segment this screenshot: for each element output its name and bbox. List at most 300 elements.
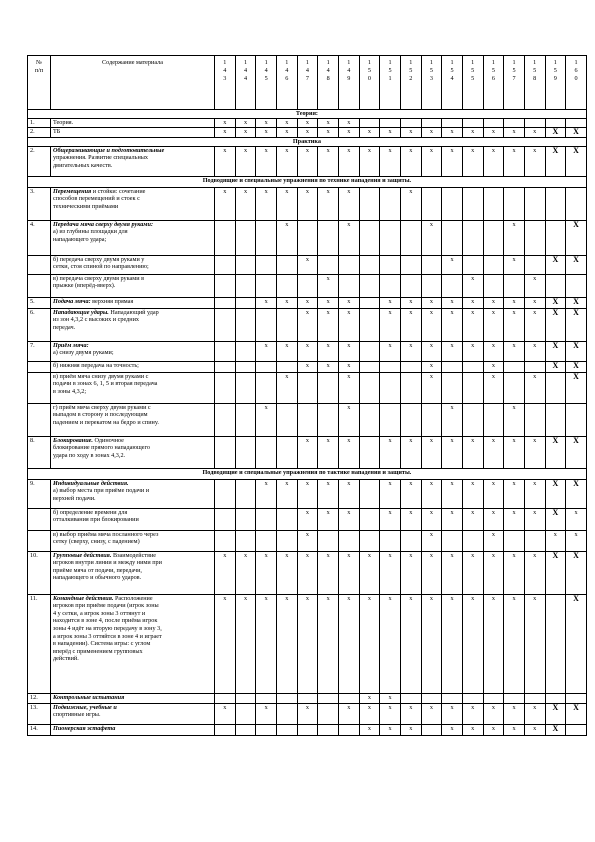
week-mark: [545, 308, 566, 341]
mark-x: X: [552, 340, 559, 350]
week-mark: [524, 594, 545, 693]
mark-x: x: [512, 403, 516, 411]
mark-x: X: [552, 435, 559, 445]
week-mark: [276, 146, 297, 176]
header-week-digit: 4: [223, 67, 227, 75]
week-mark: [545, 594, 566, 693]
week-mark: [297, 724, 318, 735]
mark-x: x: [533, 146, 537, 154]
mark-x: x: [326, 341, 330, 349]
week-mark: [318, 361, 339, 372]
header-week: [215, 56, 236, 110]
week-mark: [566, 724, 587, 735]
mark-x: x: [450, 297, 454, 305]
table-row: [28, 341, 587, 361]
mark-x: x: [512, 436, 516, 444]
week-mark: [421, 308, 442, 341]
mark-x: x: [429, 508, 433, 516]
week-mark: [524, 551, 545, 594]
content-line: [53, 342, 212, 350]
week-mark: [400, 724, 421, 735]
header-week: [235, 56, 256, 110]
content-line: 4 у сетки, а игрок зоны 3 оттянут и: [53, 609, 146, 617]
week-mark: [545, 361, 566, 372]
week-mark: [504, 436, 525, 468]
week-mark: [442, 703, 463, 724]
header-week-digit: 1: [305, 59, 309, 66]
week-mark: [504, 274, 525, 297]
week-mark: [442, 361, 463, 372]
week-mark: [483, 274, 504, 297]
mark-x: x: [388, 703, 392, 711]
content-line: [53, 309, 212, 317]
mark-x: x: [533, 508, 537, 516]
header-week-digit: 1: [574, 59, 578, 66]
mark-x: x: [533, 341, 537, 349]
row-number: 10.: [28, 551, 51, 594]
week-mark: [256, 308, 277, 341]
week-mark: [359, 361, 380, 372]
header-week-digit: 4: [326, 67, 330, 75]
mark-x: x: [285, 128, 289, 135]
header-week-digit: 4: [450, 75, 454, 83]
mark-x: x: [471, 594, 475, 602]
week-mark: [421, 479, 442, 508]
week-mark: [462, 308, 483, 341]
week-mark: [380, 220, 401, 255]
week-mark: [359, 508, 380, 530]
week-mark: [504, 187, 525, 220]
week-mark: [524, 274, 545, 297]
week-mark: [318, 436, 339, 468]
week-mark: [442, 146, 463, 176]
week-mark: [359, 703, 380, 724]
section-row: [28, 176, 587, 187]
content-line: [53, 595, 212, 603]
row-content: [51, 341, 215, 361]
mark-x: X: [552, 127, 559, 136]
header-week: [359, 56, 380, 110]
week-mark: [256, 693, 277, 703]
week-mark: [215, 274, 236, 297]
mark-x: x: [305, 436, 309, 444]
week-mark: [400, 128, 421, 138]
table-body: [28, 110, 587, 736]
table-row: [28, 403, 587, 436]
mark-x: x: [243, 119, 248, 126]
week-mark: [566, 341, 587, 361]
mark-x: x: [491, 724, 495, 732]
week-mark: [338, 551, 359, 594]
week-mark: [338, 530, 359, 551]
week-mark: [318, 551, 339, 594]
week-mark: [318, 703, 339, 724]
week-mark: [256, 128, 277, 138]
week-mark: [318, 297, 339, 308]
week-mark: [215, 297, 236, 308]
mark-x: x: [326, 551, 330, 559]
mark-x: X: [573, 593, 579, 603]
week-mark: [504, 530, 525, 551]
mark-x: x: [533, 594, 537, 602]
week-mark: [235, 146, 256, 176]
row-content: [51, 128, 215, 138]
mark-x: x: [305, 551, 309, 559]
mark-x: x: [409, 594, 413, 602]
week-mark: [235, 436, 256, 468]
week-mark: [442, 551, 463, 594]
week-mark: [338, 479, 359, 508]
content-rest: Взаимодействие: [111, 551, 157, 559]
mark-x: x: [429, 436, 433, 444]
mark-x: x: [388, 594, 392, 602]
content-line: в) выбор приёма мяча посланного через: [53, 530, 159, 538]
week-mark: [442, 372, 463, 403]
week-mark: [359, 551, 380, 594]
mark-x: x: [388, 693, 392, 701]
mark-x: X: [573, 340, 579, 350]
week-mark: [380, 372, 401, 403]
content-lead: Подача мяча:: [53, 297, 91, 305]
week-mark: [380, 403, 401, 436]
week-mark: [256, 146, 277, 176]
week-mark: [256, 361, 277, 372]
row-number: 11.: [28, 594, 51, 693]
week-mark: [338, 146, 359, 176]
mark-x: x: [305, 128, 309, 135]
row-content: [51, 361, 215, 372]
content-line: б) нижняя передача на точность;: [53, 361, 139, 369]
week-mark: [359, 530, 380, 551]
week-mark: [545, 274, 566, 297]
week-mark: [400, 146, 421, 176]
mark-x: x: [450, 436, 454, 444]
week-mark: [359, 128, 380, 138]
header-week-digit: 6: [285, 75, 289, 83]
week-mark: [338, 693, 359, 703]
content-line: а) снизу двумя руками;: [53, 349, 114, 357]
week-mark: [421, 361, 442, 372]
row-number: 13.: [28, 703, 51, 724]
mark-x: x: [326, 308, 330, 316]
week-mark: [524, 128, 545, 138]
header-week-digit: 5: [533, 67, 537, 75]
mark-x: x: [305, 361, 309, 369]
row-number: 2.: [28, 128, 51, 138]
content-line: [53, 147, 212, 155]
row-content: [51, 436, 215, 468]
mark-x: x: [409, 436, 413, 444]
week-mark: [524, 693, 545, 703]
week-mark: [545, 703, 566, 724]
week-mark: [566, 703, 587, 724]
header-week-digit: 6: [574, 67, 578, 75]
week-mark: [256, 724, 277, 735]
content-line: в) приём мяча снизу двумя руками с: [53, 372, 149, 380]
week-mark: [380, 297, 401, 308]
header-week: [338, 56, 359, 110]
row-number: [28, 403, 51, 436]
mark-x: X: [573, 478, 579, 488]
week-mark: [483, 530, 504, 551]
mark-x: x: [367, 128, 371, 135]
content-line: выпадом в сторону и последующим: [53, 411, 148, 419]
week-mark: [297, 551, 318, 594]
week-mark: [380, 119, 401, 128]
week-mark: [215, 119, 236, 128]
mark-x: x: [471, 128, 475, 135]
week-mark: [297, 255, 318, 274]
content-lead: Приём мяча:: [53, 341, 89, 349]
mark-x: x: [512, 146, 516, 154]
content-line: [53, 704, 212, 712]
mark-x: x: [305, 341, 309, 349]
mark-x: x: [512, 551, 516, 559]
week-mark: [483, 255, 504, 274]
week-mark: [462, 220, 483, 255]
mark-x: x: [305, 479, 309, 487]
week-mark: [545, 187, 566, 220]
header-week: [421, 56, 442, 110]
week-mark: [442, 530, 463, 551]
header-week-digit: 5: [409, 67, 413, 75]
week-mark: [338, 508, 359, 530]
mark-x: x: [491, 308, 495, 316]
mark-x: x: [285, 119, 289, 126]
schedule-table: [27, 55, 587, 736]
mark-x: x: [285, 479, 289, 487]
week-mark: [318, 187, 339, 220]
week-mark: [462, 146, 483, 176]
week-mark: [235, 703, 256, 724]
content-rest: Расположение: [113, 594, 153, 602]
row-content: [51, 530, 215, 551]
mark-x: x: [223, 594, 227, 602]
header-week-digit: 5: [491, 67, 495, 75]
row-number: 12.: [28, 693, 51, 703]
week-mark: [256, 274, 277, 297]
header-week-digit: 4: [243, 75, 248, 83]
week-mark: [400, 551, 421, 594]
table-row: [28, 551, 587, 594]
header-week-digit: 5: [450, 67, 454, 75]
week-mark: [276, 693, 297, 703]
week-mark: [566, 220, 587, 255]
week-mark: [276, 308, 297, 341]
week-mark: [400, 693, 421, 703]
week-mark: [421, 724, 442, 735]
table-row: [28, 274, 587, 297]
mark-x: x: [223, 146, 227, 154]
week-mark: [483, 361, 504, 372]
header-week-digit: 5: [264, 75, 268, 83]
table-row: [28, 693, 587, 703]
week-mark: [462, 508, 483, 530]
row-content: [51, 693, 215, 703]
week-mark: [380, 703, 401, 724]
row-number: 7.: [28, 341, 51, 361]
row-content: [51, 220, 215, 255]
mark-x: x: [491, 594, 495, 602]
week-mark: [380, 361, 401, 372]
mark-x: X: [573, 371, 579, 381]
week-mark: [400, 361, 421, 372]
week-mark: [297, 308, 318, 341]
content-line: в нападении). Система игры: с углом: [53, 640, 151, 648]
week-mark: [276, 403, 297, 436]
week-mark: [338, 703, 359, 724]
mark-x: x: [347, 119, 351, 126]
mark-x: x: [574, 508, 578, 516]
mark-x: x: [409, 551, 413, 559]
week-mark: [400, 308, 421, 341]
header-week-digit: 1: [285, 59, 289, 66]
mark-x: X: [552, 145, 559, 155]
mark-x: x: [285, 341, 289, 349]
week-mark: [421, 372, 442, 403]
header-week-digit: 5: [388, 67, 392, 75]
mark-x: x: [347, 703, 351, 711]
row-number: 3.: [28, 187, 51, 220]
week-mark: [545, 297, 566, 308]
mark-x: x: [471, 341, 475, 349]
week-mark: [400, 119, 421, 128]
mark-x: x: [409, 479, 413, 487]
week-mark: [359, 372, 380, 403]
week-mark: [256, 479, 277, 508]
content-lead: Перемещения: [53, 187, 92, 195]
content-line: [53, 221, 212, 229]
week-mark: [421, 594, 442, 693]
week-mark: [276, 479, 297, 508]
week-mark: [524, 255, 545, 274]
header-week-digit: 5: [429, 67, 433, 75]
content-line: удара по ходу в зонах 4,3,2.: [53, 451, 126, 459]
row-content: [51, 594, 215, 693]
header-week-digit: 1: [367, 59, 371, 66]
header-week-digit: 5: [553, 67, 557, 75]
section-title: Подводящие и специальные упражнения по тактике нападения и защиты.: [28, 468, 587, 479]
week-mark: [338, 220, 359, 255]
mark-x: x: [367, 703, 371, 711]
mark-x: x: [429, 308, 433, 316]
content-line: [53, 480, 212, 488]
mark-x: x: [450, 146, 454, 154]
row-number: 5.: [28, 297, 51, 308]
week-mark: [256, 403, 277, 436]
table-row: [28, 508, 587, 530]
week-mark: [421, 530, 442, 551]
mark-x: x: [264, 146, 268, 154]
mark-x: x: [347, 479, 351, 487]
mark-x: X: [573, 307, 579, 317]
header-week: [483, 56, 504, 110]
mark-x: x: [347, 594, 351, 602]
mark-x: x: [326, 594, 330, 602]
content-lead: Нападающие удары.: [53, 308, 109, 316]
week-mark: [421, 274, 442, 297]
week-mark: [421, 220, 442, 255]
mark-x: x: [429, 297, 433, 305]
week-mark: [276, 128, 297, 138]
week-mark: [566, 551, 587, 594]
week-mark: [566, 403, 587, 436]
week-mark: [318, 508, 339, 530]
week-mark: [297, 297, 318, 308]
week-mark: [545, 508, 566, 530]
header-week: [256, 56, 277, 110]
week-mark: [524, 146, 545, 176]
mark-x: x: [305, 703, 309, 711]
content-line: зоны 4 идёт на вторую передачу в зону 3,: [53, 624, 162, 632]
row-number: 6.: [28, 308, 51, 341]
week-mark: [524, 703, 545, 724]
mark-x: x: [347, 128, 351, 135]
mark-x: x: [409, 146, 413, 154]
week-mark: [462, 403, 483, 436]
header-week-digit: 1: [491, 59, 495, 66]
week-mark: [566, 308, 587, 341]
week-mark: [297, 220, 318, 255]
week-mark: [318, 594, 339, 693]
mark-x: X: [552, 307, 559, 317]
week-mark: [400, 255, 421, 274]
header-week-digit: 2: [409, 75, 413, 83]
header-num: [28, 56, 51, 110]
week-mark: [256, 530, 277, 551]
header-week-digit: 1: [471, 59, 475, 66]
week-mark: [318, 274, 339, 297]
mark-x: x: [429, 530, 433, 538]
week-mark: [504, 128, 525, 138]
mark-x: x: [409, 187, 413, 195]
mark-x: X: [573, 127, 579, 136]
week-mark: [462, 436, 483, 468]
week-mark: [462, 255, 483, 274]
week-mark: [524, 403, 545, 436]
week-mark: [276, 508, 297, 530]
week-mark: [524, 530, 545, 551]
mark-x: x: [347, 146, 351, 154]
week-mark: [566, 128, 587, 138]
mark-x: x: [512, 479, 516, 487]
week-mark: [256, 119, 277, 128]
content-lead: Групповые действия.: [53, 551, 112, 559]
week-mark: [442, 724, 463, 735]
week-mark: [235, 724, 256, 735]
week-mark: [276, 255, 297, 274]
header-week-digit: 4: [285, 67, 289, 75]
table-row: [28, 308, 587, 341]
mark-x: x: [305, 530, 309, 538]
header-week: [297, 56, 318, 110]
row-content: [51, 146, 215, 176]
mark-x: x: [450, 508, 454, 516]
content-rest: верхняя прямая: [90, 297, 134, 305]
content-line: передач.: [53, 323, 76, 331]
mark-x: X: [573, 254, 579, 264]
mark-x: x: [285, 146, 289, 154]
content-line: верхней подачи.: [53, 494, 96, 502]
mark-x: x: [388, 724, 392, 732]
week-mark: [400, 274, 421, 297]
week-mark: [276, 530, 297, 551]
week-mark: [483, 403, 504, 436]
week-mark: [483, 436, 504, 468]
week-mark: [442, 297, 463, 308]
mark-x: X: [573, 219, 579, 229]
week-mark: [421, 403, 442, 436]
